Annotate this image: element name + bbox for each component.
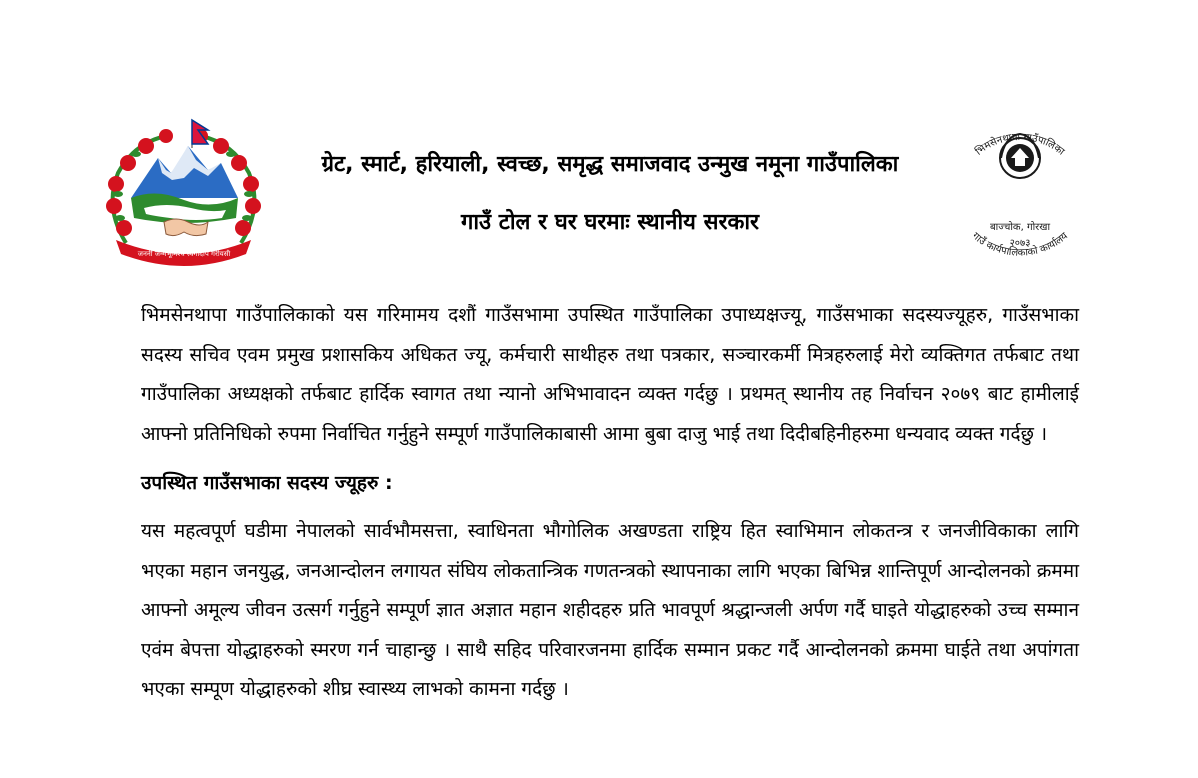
paragraph-welcome: भिमसेनथापा गाउँपालिकाको यस गरिमामय दशौं गाउँसभामा उपस्थित गाउँपालिका उपाध्यक्षज्यू, गाउँसभाका सदस्यज्यूहरु, गाउँसभाका सदस्य सचिव एवम प्रमुख प्रशासकिय अधिकत ज्यू, कर्मचारी साथीहरु तथा पत्रकार, सञ्चारकर्मी मित्रहरुलाई मेरो व्यक्तिगत तर्फबाट तथा गाउँपालिका अध्यक्षको तर्फबाट हार्दिक स्वागत तथा न्यानो अभिभावादन व्यक्त गर्दछु । प्रथमत् स्थानीय तह निर्वाचन २०७९ बाट हामीलाई आफ्नो प्रतिनिधिको रुपमा निर्वाचित गर्नुहुने सम्पूर्ण गाउँपालिकाबासी आमा बुबा दाजु भाई तथा दिदीबहिनीहरुमा धन्यवाद व्यक्त गर्दछु । <box>141 304 1079 445</box>
section-heading-colon: : <box>384 472 393 494</box>
section-heading <box>141 468 1079 498</box>
document-body <box>141 296 1079 710</box>
letterhead <box>0 0 1198 280</box>
seal-text-top: भिमसेनथापा गाउँपालिका <box>973 131 1067 158</box>
seal-year: २०७३ <box>1009 238 1031 249</box>
slogan-subtitle: गाउँ टोल र घर घरमाः स्थानीय सरकार <box>460 210 760 235</box>
paragraph-tribute: यस महत्वपूर्ण घडीमा नेपालको सार्वभौमसत्ता, स्वाधिनता भौगोलिक अखण्डता राष्ट्रिय हित स्वाभिमान लोकतन्त्र र जनजीविकाका लागि भएका महान जनयुद्ध, जनआन्दोलन लगायत संघिय लोकतान्त्रिक गणतन्त्रको स्थापनाका लागि भएका बिभिन्न शान्तिपूर्ण आन्दोलनको क्रममा आफ्नो अमूल्य जीवन उत्सर्ग गर्नुहुने सम्पूर्ण ज्ञात अज्ञात महान शहीदहरु प्रति भावपूर्ण श्रद्धान्जली अर्पण गर्दै घाइते योद्धाहरुको उच्च सम्मान एवंम बेपत्ता योद्धाहरुको स्मरण गर्न चाहान्छु । साथै सहिद परिवारजनमा हार्दिक सम्मान प्रकट गर्दै आन्दोलनको क्रममा घाईते तथा अपांगता भएका सम्पूण योद्धाहरुको शीघ्र स्वास्थ्य लाभको कामना गर्दछु । <box>141 520 1079 700</box>
slogan-title: ग्रेट, स्मार्ट, हरियाली, स्वच्छ, समृद्ध समाजवाद उन्मुख नमूना गाउँपालिका <box>321 152 899 177</box>
nepal-emblem-icon <box>96 118 271 268</box>
seal-text-place: बाज्चोक, गोरखा <box>989 222 1051 233</box>
seal-text-mid: गाउँ कार्यपालिकाको कार्यालय <box>969 230 1071 256</box>
municipality-seal-icon <box>945 128 1095 256</box>
section-heading-text: उपस्थित गाउँसभाका सदस्य ज्यूहरु <box>141 472 379 494</box>
emblem-motto: जननी जन्मभूमिश्च स्वर्गादपि गरीयसी <box>137 250 231 258</box>
